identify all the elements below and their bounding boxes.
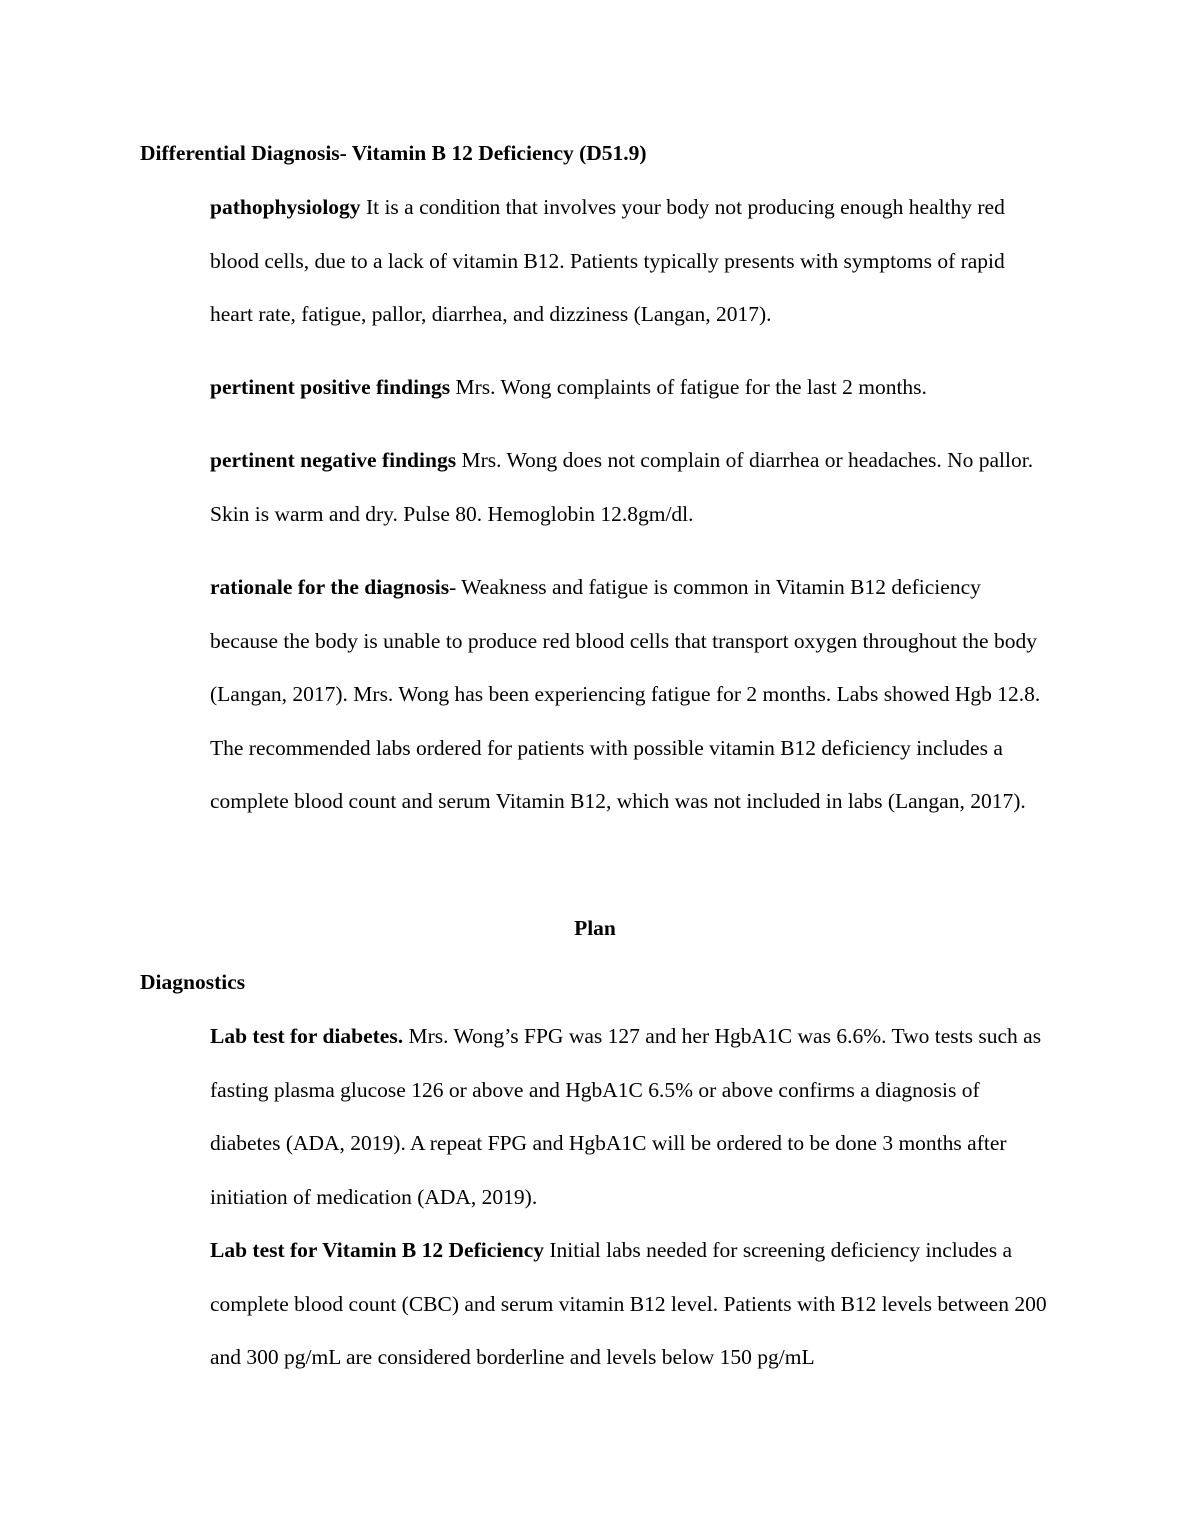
- diabetes-lab-label: Lab test for diabetes.: [210, 1024, 404, 1048]
- negative-findings-text: Mrs. Wong does not complain of diarrhea or headaches. No pallor. Skin is warm and dry. Pulse 80. Hemoglobin 12.8gm/dl.: [210, 448, 1034, 526]
- rationale-text: - Weakness and fatigue is common in Vitamin B12 deficiency because the body is unable to produce red blood cells that transport oxygen throughout the body (Langan, 2017). Mrs. Wong has been experiencing fatigue for 2 months. Labs showed Hgb 12.8. The recommended labs ordered for patients with possible vitamin B12 deficiency includes a complete blood count and serum Vitamin B12, which was not included in labs (Langan, 2017).: [210, 575, 1041, 814]
- diabetes-lab-paragraph: [210, 1010, 1052, 1224]
- positive-findings-paragraph: [210, 361, 1052, 415]
- positive-findings-text: Mrs. Wong complaints of fatigue for the last 2 months.: [450, 375, 927, 399]
- diabetes-lab-text: Mrs. Wong’s FPG was 127 and her HgbA1C was 6.6%. Two tests such as fasting plasma glucose 126 or above and HgbA1C 6.5% or above confirms a diagnosis of diabetes (ADA, 2019). A repeat FPG and HgbA1C will be ordered to be done 3 months after initiation of medication (ADA, 2019).: [210, 1024, 1042, 1209]
- b12-lab-paragraph: [210, 1224, 1052, 1385]
- negative-findings-label: pertinent negative findings: [210, 448, 457, 472]
- plan-heading: Plan: [574, 916, 616, 940]
- b12-lab-text: Initial labs needed for screening deficiency includes a complete blood count (CBC) and serum vitamin B12 level. Patients with B12 levels between 200 and 300 pg/mL are considered borderline and levels below 150 pg/mL: [210, 1238, 1047, 1370]
- negative-findings-paragraph: [210, 434, 1052, 541]
- section-heading: Differential Diagnosis- Vitamin B 12 Deficiency (D51.9): [140, 141, 647, 165]
- diagnostics-heading: Diagnostics: [140, 970, 246, 994]
- b12-lab-label: Lab test for Vitamin B 12 Deficiency: [210, 1238, 545, 1262]
- rationale-paragraph: [210, 561, 1052, 829]
- rationale-label: rationale for the diagnosis: [210, 575, 450, 599]
- positive-findings-label: pertinent positive findings: [210, 375, 451, 399]
- pathophysiology-paragraph: [210, 181, 1052, 342]
- pathophysiology-label: pathophysiology: [210, 195, 361, 219]
- pathophysiology-text: It is a condition that involves your body not producing enough healthy red blood cells, due to a lack of vitamin B12. Patients typically presents with symptoms of rapid heart rate, fatigue, pallor, diarrhea, and dizziness (Langan, 2017).: [210, 195, 1005, 327]
